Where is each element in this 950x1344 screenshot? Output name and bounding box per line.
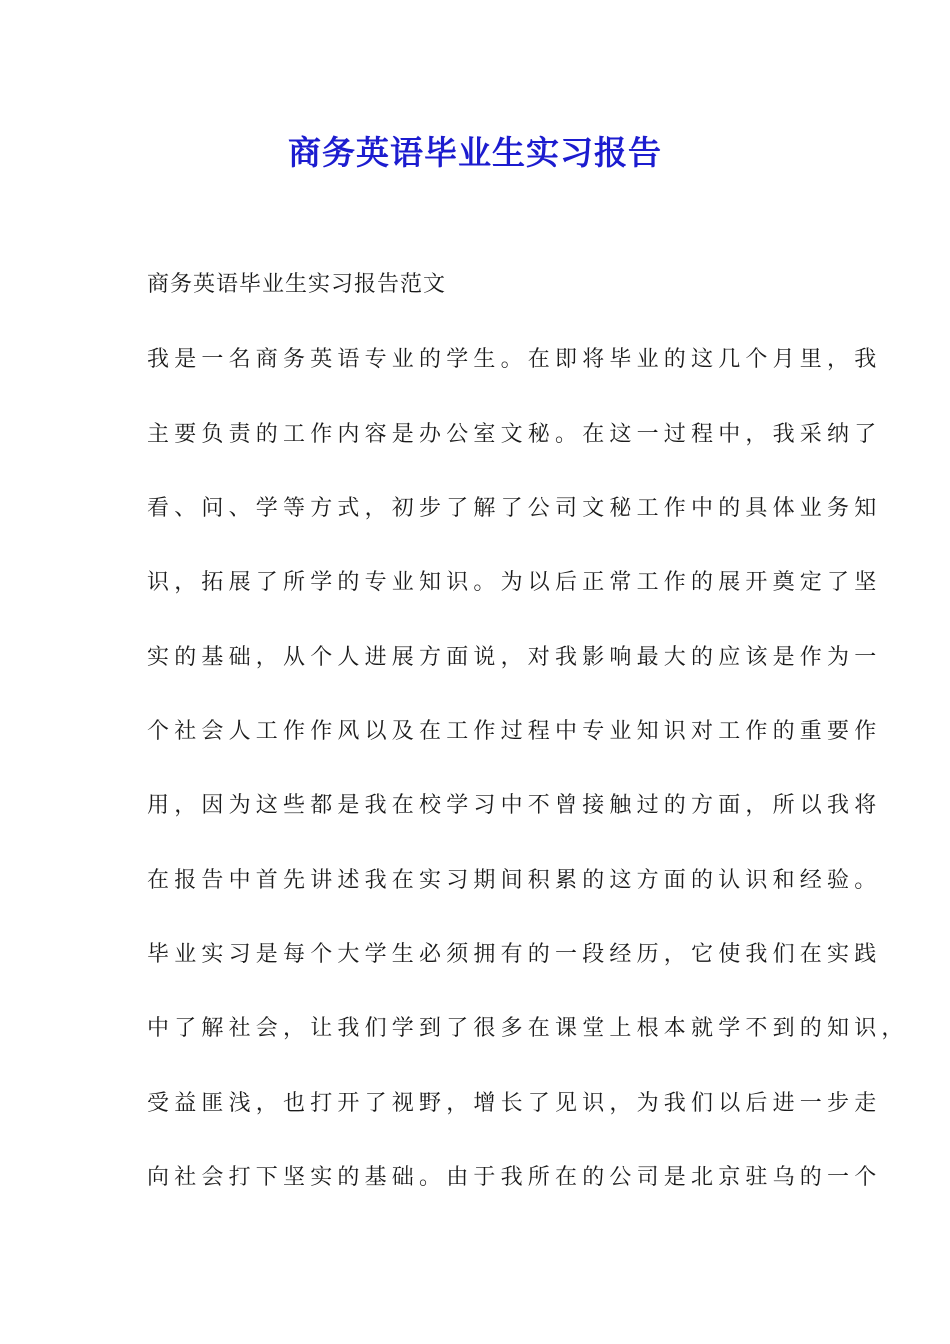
paragraph-line: 主要负责的工作内容是办公室文秘。在这一过程中，我采纳了: [147, 422, 882, 447]
paragraph-line: 受益匪浅，也打开了视野，增长了见识，为我们以后进一步走: [147, 1091, 882, 1116]
paragraph-line: 识，拓展了所学的专业知识。为以后正常工作的展开奠定了坚: [147, 570, 882, 595]
document-subtitle: 商务英语毕业生实习报告范文: [147, 272, 447, 297]
paragraph-line: 在报告中首先讲述我在实习期间积累的这方面的认识和经验。: [147, 868, 882, 893]
paragraph-line: 看、问、学等方式，初步了解了公司文秘工作中的具体业务知: [147, 496, 882, 521]
paragraph-line: 我是一名商务英语专业的学生。在即将毕业的这几个月里，我: [147, 347, 882, 372]
paragraph-line: 实的基础，从个人进展方面说，对我影响最大的应该是作为一: [147, 645, 882, 670]
paragraph-line: 中了解社会，让我们学到了很多在课堂上根本就学不到的知识，: [147, 1016, 909, 1041]
paragraph-line: 个社会人工作作风以及在工作过程中专业知识对工作的重要作: [147, 719, 882, 744]
paragraph-line: 用，因为这些都是我在校学习中不曾接触过的方面，所以我将: [147, 793, 882, 818]
page-title: 商务英语毕业生实习报告: [288, 133, 662, 172]
paragraph-line: 向社会打下坚实的基础。由于我所在的公司是北京驻乌的一个: [147, 1165, 882, 1190]
paragraph-line: 毕业实习是每个大学生必须拥有的一段经历，它使我们在实践: [147, 942, 882, 967]
